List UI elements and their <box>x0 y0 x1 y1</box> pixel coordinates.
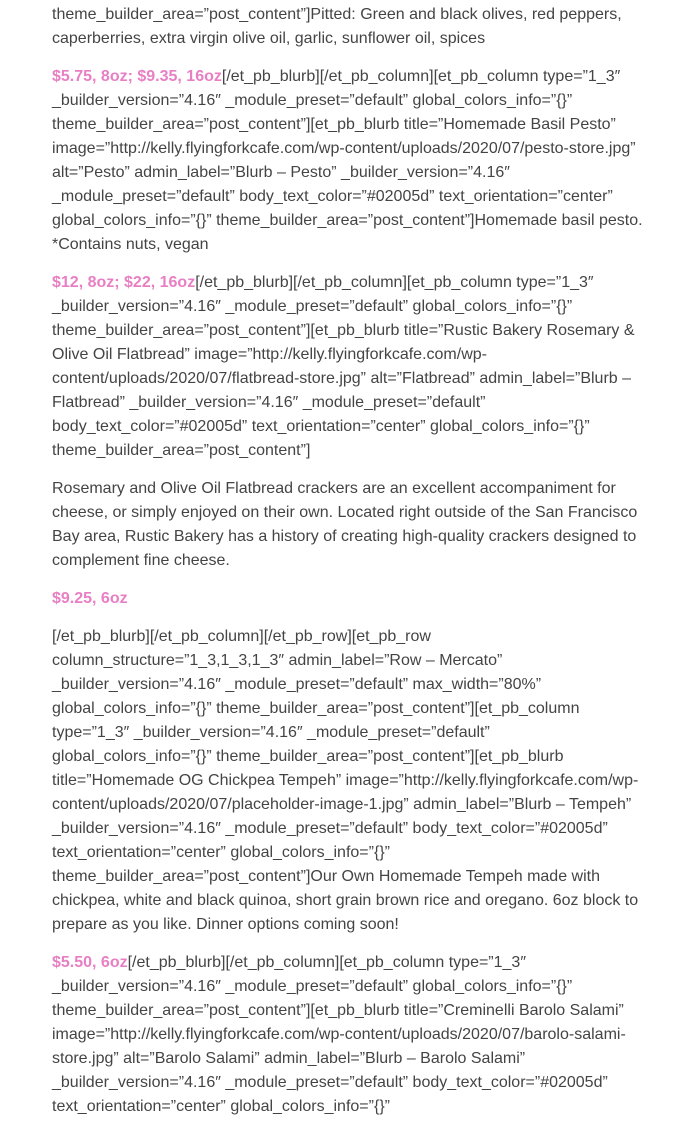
price-pesto: $12, 8oz; $22, 16oz <box>52 274 196 291</box>
body-text: Rosemary and Olive Oil Flatbread crackers are an excellent accompaniment for cheese, or simply enjoyed on their own. Located right outside of the San Francisco Bay area, Rustic Bakery has a history of creating high-quality crackers designed to complement fine cheese. <box>52 480 638 569</box>
paragraph-flatbread-price <box>52 587 646 611</box>
paragraph-flatbread <box>52 271 646 463</box>
paragraph-salami <box>52 951 646 1119</box>
paragraph-pesto <box>52 65 646 257</box>
price-flatbread: $9.25, 6oz <box>52 590 128 607</box>
body-text: [/et_pb_blurb][/et_pb_column][et_pb_column type=”1_3″ _builder_version=”4.16″ _module_preset=”default” global_colors_info=”{}” theme_builder_area=”post_content”][et_pb_blurb title=”Rustic Bakery Rosemary & Olive Oil Flatbread” image=”http://kelly.flyingforkcafe.com/wp-content/uploads/2020/07/flatbread-store.jpg” alt=”Flatbread” admin_label=”Blurb – Flatbread” _builder_version=”4.16″ _module_preset=”default” body_text_color=”#02005d” text_orientation=”center” global_colors_info=”{}” theme_builder_area=”post_content”] <box>52 274 635 459</box>
body-text: [/et_pb_blurb][/et_pb_column][/et_pb_row][et_pb_row column_structure=”1_3,1_3,1_3″ admin_label=”Row – Mercato” _builder_version=”4.16″ _module_preset=”default” max_width=”80%” global_colors_info=”{}” theme_builder_area=”post_content”][et_pb_column type=”1_3″ _builder_version=”4.16″ _module_preset=”default” global_colors_info=”{}” theme_builder_area=”post_content”][et_pb_blurb title=”Homemade OG Chickpea Tempeh” image=”http://kelly.flyingforkcafe.com/wp-content/uploads/2020/07/placeholder-image-1.jpg” admin_label=”Blurb – Tempeh” _builder_version=”4.16″ _module_preset=”default” body_text_color=”#02005d” text_orientation=”center” global_colors_info=”{}” theme_builder_area=”post_content”]Our Own Homemade Tempeh made with chickpea, white and black quinoa, short grain brown rice and oregano. 6oz block to prepare as you like. Dinner options coming soon! <box>52 628 639 933</box>
paragraph-olives-ingredients <box>52 3 646 51</box>
paragraph-tempeh <box>52 625 646 937</box>
body-text: [/et_pb_blurb][/et_pb_column][et_pb_column type=”1_3″ _builder_version=”4.16″ _module_preset=”default” global_colors_info=”{}” theme_builder_area=”post_content”][et_pb_blurb title=”Creminelli Barolo Salami” image=”http://kelly.flyingforkcafe.com/wp-content/uploads/2020/07/barolo-salami-store.jpg” alt=”Barolo Salami” admin_label=”Blurb – Barolo Salami” _builder_version=”4.16″ _module_preset=”default” body_text_color=”#02005d” text_orientation=”center” global_colors_info=”{}” <box>52 954 626 1115</box>
body-text: theme_builder_area=”post_content”]Pitted: Green and black olives, red peppers, caperberries, extra virgin olive oil, garlic, sunflower oil, spices <box>52 6 622 47</box>
paragraph-flatbread-description <box>52 477 646 573</box>
price-olives: $5.75, 8oz; $9.35, 16oz <box>52 68 222 85</box>
article-body <box>52 3 646 1133</box>
body-text: [/et_pb_blurb][/et_pb_column][et_pb_column type=”1_3″ _builder_version=”4.16″ _module_preset=”default” global_colors_info=”{}” theme_builder_area=”post_content”][et_pb_blurb title=”Homemade Basil Pesto” image=”http://kelly.flyingforkcafe.com/wp-content/uploads/2020/07/pesto-store.jpg” alt=”Pesto” admin_label=”Blurb – Pesto” _builder_version=”4.16″ _module_preset=”default” body_text_color=”#02005d” text_orientation=”center” global_colors_info=”{}” theme_builder_area=”post_content”]Homemade basil pesto. *Contains nuts, vegan <box>52 68 643 253</box>
price-tempeh: $5.50, 6oz <box>52 954 128 971</box>
